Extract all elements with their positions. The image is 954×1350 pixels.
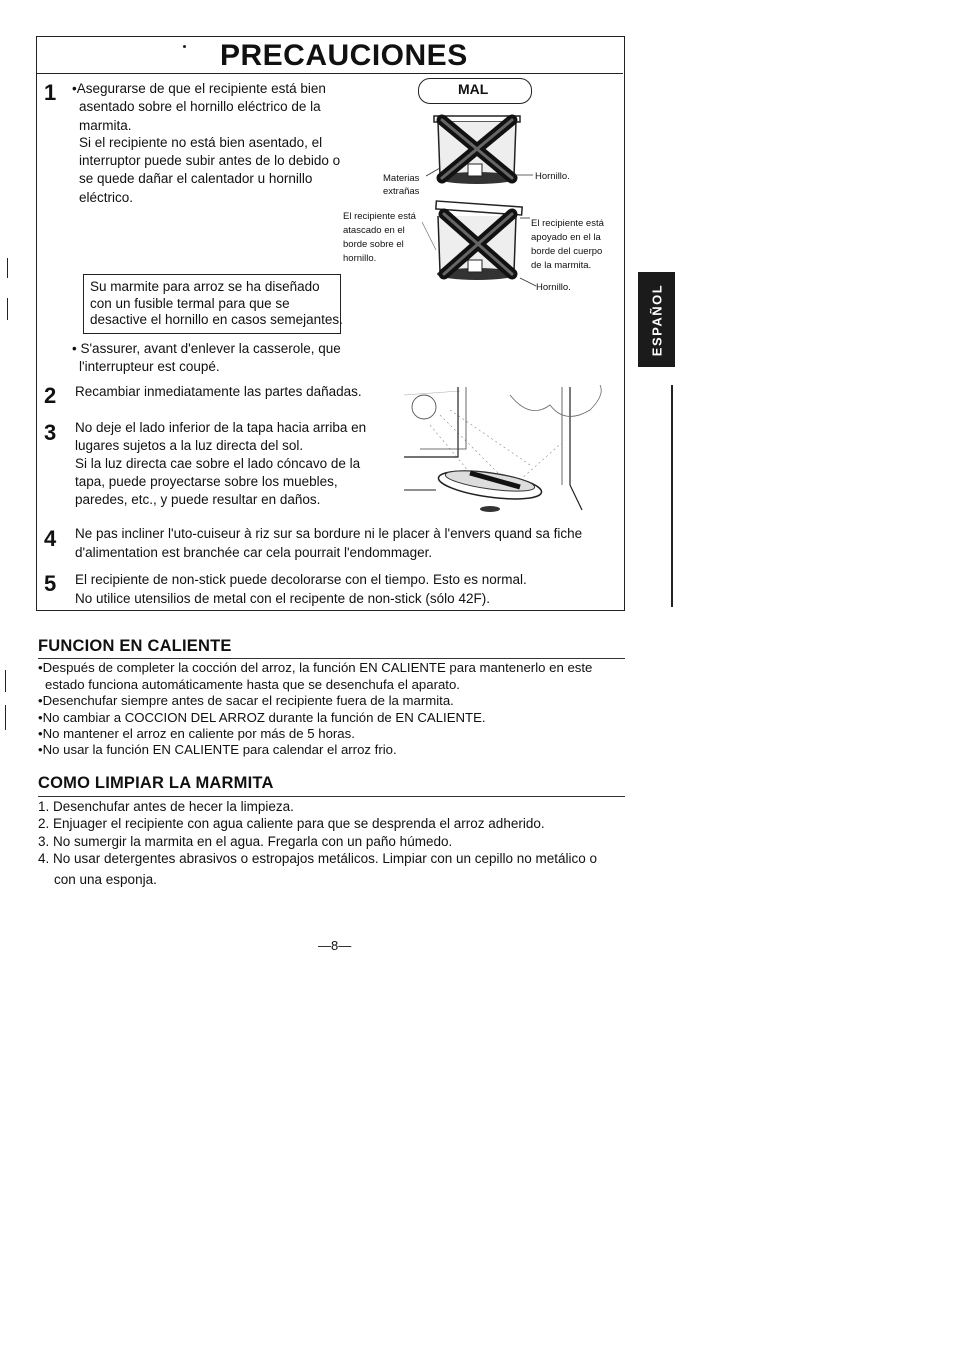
label-materias: extrañas (383, 186, 420, 197)
limpiar-rule (38, 796, 625, 797)
limpiar-line: con una esponja. (54, 872, 157, 887)
mal-badge-label: MAL (458, 81, 489, 97)
language-tab-label: ESPAÑOL (649, 283, 664, 356)
funcion-line: •Desenchufar siempre antes de sacar el recipiente fuera de la marmita. (38, 693, 454, 708)
label-apoyado: apoyado en el la (531, 232, 601, 243)
sunlight-lid-illustration (400, 385, 610, 520)
item-number: 3 (44, 420, 57, 445)
scan-mark (7, 298, 8, 320)
item1-line: asentado sobre el hornillo eléctrico de la (79, 99, 321, 114)
item1-line: eléctrico. (79, 190, 134, 205)
limpiar-line: 2. Enjuager el recipiente con agua caliente para que se desprenda el arroz adherido. (38, 816, 545, 831)
item3-line: Si la luz directa cae sobre el lado cóncavo de la (75, 456, 361, 471)
label-apoyado: El recipiente está (531, 218, 604, 229)
item2-text: Recambiar inmediatamente las partes dañadas. (75, 384, 362, 399)
label-materias: Materias (383, 173, 420, 184)
funcion-line: •No usar la función EN CALIENTE para calendar el arroz frio. (38, 742, 397, 757)
scan-mark (5, 705, 6, 730)
margin-line (671, 385, 673, 607)
label-apoyado: borde del cuerpo (531, 246, 603, 257)
limpiar-line: 1. Desenchufar antes de hecer la limpieza. (38, 799, 294, 814)
item1-line: se quede dañar el calentador u hornillo (79, 171, 313, 186)
funcion-line: •No mantener el arroz en caliente por más de 5 horas. (38, 726, 355, 741)
label-atascado: hornillo. (343, 253, 377, 264)
language-tab (638, 272, 675, 367)
french-line: l'interrupteur est coupé. (79, 359, 220, 374)
item1-line: marmita. (79, 118, 132, 133)
title-dot (183, 45, 186, 48)
label-apoyado: de la marmita. (531, 260, 592, 271)
note-line: desactive el hornillo en casos semejantes. (90, 312, 343, 327)
note-line: Su marmite para arroz se ha diseñado (90, 279, 320, 294)
item-number: 2 (44, 383, 57, 408)
page-number: —8— (318, 938, 352, 953)
limpiar-line: 3. No sumergir la marmita en el agua. Fregarla con un paño húmedo. (38, 834, 453, 849)
funcion-heading: FUNCION EN CALIENTE (38, 637, 232, 655)
item3-line: tapa, puede proyectarse sobre los muebles, (75, 474, 338, 489)
limpiar-line: 4. No usar detergentes abrasivos o estropajos metálicos. Limpiar con un cepillo no metálico o (38, 851, 598, 866)
limpiar-heading: COMO LIMPIAR LA MARMITA (38, 774, 274, 792)
note-line: con un fusible termal para que se (90, 296, 290, 311)
item5-line: No utilice utensilios de metal con el recipente de non-stick (sólo 42F). (75, 591, 490, 606)
item1-line: interruptor puede subir antes de lo debido o (79, 153, 341, 168)
funcion-line: •No cambiar a COCCION DEL ARROZ durante la función de EN CALIENTE. (38, 710, 486, 725)
funcion-line: estado funciona automáticamente hasta que se desenchufa el aparato. (45, 677, 460, 692)
label-atascado: El recipiente está (343, 211, 416, 222)
item1-line: •Asegurarse de que el recipiente está bien (72, 81, 326, 96)
page-title: PRECAUCIONES (220, 39, 468, 72)
scan-mark (5, 670, 6, 692)
item3-line: paredes, etc., y puede resultar en daños. (75, 492, 321, 507)
item3-line: No deje el lado inferior de la tapa hacia arriba en (75, 420, 367, 435)
funcion-line: •Después de completer la cocción del arroz, la función EN CALIENTE para mantenerlo en este (38, 660, 593, 675)
scan-mark (7, 258, 8, 278)
label-atascado: borde sobre el (343, 239, 404, 250)
french-line: • S'assurer, avant d'enlever la casserole, que (72, 341, 341, 356)
item3-line: lugares sujetos a la luz directa del sol. (75, 438, 304, 453)
lid-icon (437, 466, 543, 512)
label-hornillo-bottom: Hornillo. (536, 282, 571, 293)
item-number: 4 (44, 526, 57, 551)
label-atascado: atascado en el (343, 225, 405, 236)
item5-line: El recipiente de non-stick puede decolorarse con el tiempo. Esto es normal. (75, 572, 527, 587)
item1-line: Si el recipiente no está bien asentado, el (79, 135, 323, 150)
item4-line: Ne pas incliner l'uto-cuiseur à riz sur sa bordure ni le placer à l'envers quand sa fiche (75, 526, 583, 541)
item-number: 1 (44, 80, 57, 105)
label-hornillo-top: Hornillo. (535, 171, 570, 182)
sun-icon (412, 395, 436, 419)
item-number: 5 (44, 571, 57, 596)
item4-line: d'alimentation est branchée car cela pourrait l'endommager. (75, 545, 433, 560)
